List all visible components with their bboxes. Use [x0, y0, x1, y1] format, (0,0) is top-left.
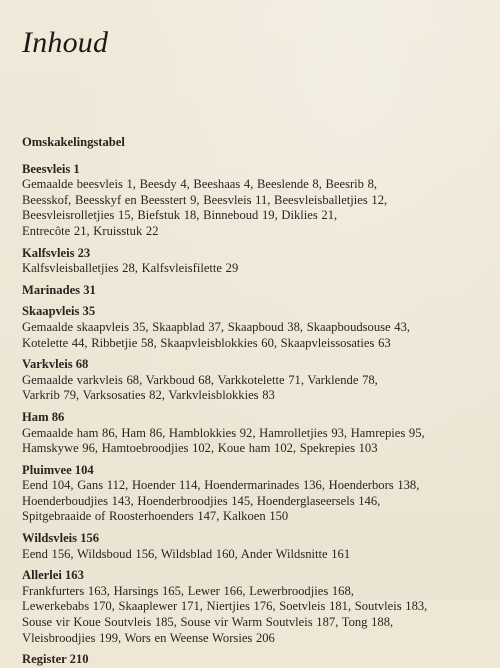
toc-section-ham — [22, 410, 492, 457]
item-line: Hamskywe 96, Hamtoebroodjies 102, Koue ham 102, Spekrepies 103 — [22, 441, 378, 456]
page-title: Inhoud — [22, 26, 109, 60]
toc-section-kalfsvleis — [22, 246, 492, 277]
section-items — [22, 478, 492, 525]
toc-section-allerlei — [22, 568, 492, 646]
item-line: Varkrib 79, Varksosaties 82, Varkvleisblokkies 83 — [22, 388, 275, 403]
toc-section-varkvleis — [22, 357, 492, 404]
toc-section-skaapvleis — [22, 304, 492, 351]
item-line: Lewerkebabs 170, Skaaplewer 171, Niertjies 176, Soetvleis 181, Soutvleis 183, — [22, 599, 428, 614]
item-line: Spitgebraaide of Roosterhoenders 147, Kalkoen 150 — [22, 509, 289, 524]
item-line: Souse vir Koue Soutvleis 185, Souse vir Warm Soutvleis 187, Tong 188, — [22, 615, 394, 630]
item-line: Gemaalde skaapvleis 35, Skaapblad 37, Skaapboud 38, Skaapboudsouse 43, — [22, 319, 411, 334]
item-line: Kotelette 44, Ribbetjie 58, Skaapvleisblokkies 60, Skaapvleissosaties 63 — [22, 335, 391, 350]
section-items — [22, 373, 492, 404]
section-heading: Ham 86 — [22, 409, 65, 424]
section-items — [22, 547, 492, 563]
toc-intro: Omskakelingstabel — [22, 135, 125, 149]
item-line: Kalfsvleisballetjies 28, Kalfsvleisfilette 29 — [22, 261, 239, 276]
section-items — [22, 426, 492, 457]
table-of-contents — [22, 135, 492, 668]
section-items — [22, 177, 492, 239]
section-heading: Marinades 31 — [22, 282, 96, 297]
toc-section-beesvleis — [22, 162, 492, 240]
section-items — [22, 320, 492, 351]
item-line: Eend 156, Wildsboud 156, Wildsblad 160, Ander Wildsnitte 161 — [22, 546, 351, 561]
item-line: Beesvleisrolletjies 15, Biefstuk 18, Binneboud 19, Diklies 21, — [22, 208, 338, 223]
item-line: Gemaalde ham 86, Ham 86, Hamblokkies 92, Hamrolletjies 93, Hamrepies 95, — [22, 425, 425, 440]
item-line: Entrecôte 21, Kruisstuk 22 — [22, 223, 159, 238]
section-heading: Varkvleis 68 — [22, 357, 89, 372]
item-line: Gemaalde varkvleis 68, Varkboud 68, Varkkotelette 71, Varklende 78, — [22, 372, 378, 387]
section-heading: Skaapvleis 35 — [22, 304, 96, 319]
section-heading: Kalfsvleis 23 — [22, 245, 91, 260]
section-heading: Wildsvleis 156 — [22, 531, 100, 546]
section-heading: Beesvleis 1 — [22, 161, 80, 176]
section-heading: Allerlei 163 — [22, 568, 84, 583]
item-line: Gemaalde beesvleis 1, Beesdy 4, Beeshaas 4, Beeslende 8, Beesrib 8, — [22, 177, 378, 192]
bleed-through-watermark — [150, 10, 157, 40]
section-items — [22, 584, 492, 646]
toc-section-wildsvleis — [22, 531, 492, 562]
section-items — [22, 261, 492, 277]
item-line: Frankfurters 163, Harsings 165, Lewer 166, Lewerbroodjies 168, — [22, 583, 354, 598]
toc-section-pluimvee — [22, 463, 492, 525]
item-line: Beesskof, Beesskyf en Beesstert 9, Beesvleis 11, Beesvleisballetjies 12, — [22, 192, 388, 207]
toc-register: Register 210 — [22, 652, 89, 667]
section-heading: Pluimvee 104 — [22, 462, 94, 477]
toc-section-marinades — [22, 283, 492, 299]
item-line: Eend 104, Gans 112, Hoender 114, Hoendermarinades 136, Hoenderbors 138, — [22, 478, 420, 493]
item-line: Hoenderboudjies 143, Hoenderbroodjies 145, Hoenderglaseersels 146, — [22, 493, 381, 508]
item-line: Vleisbroodjies 199, Wors en Weense Worsies 206 — [22, 630, 275, 645]
